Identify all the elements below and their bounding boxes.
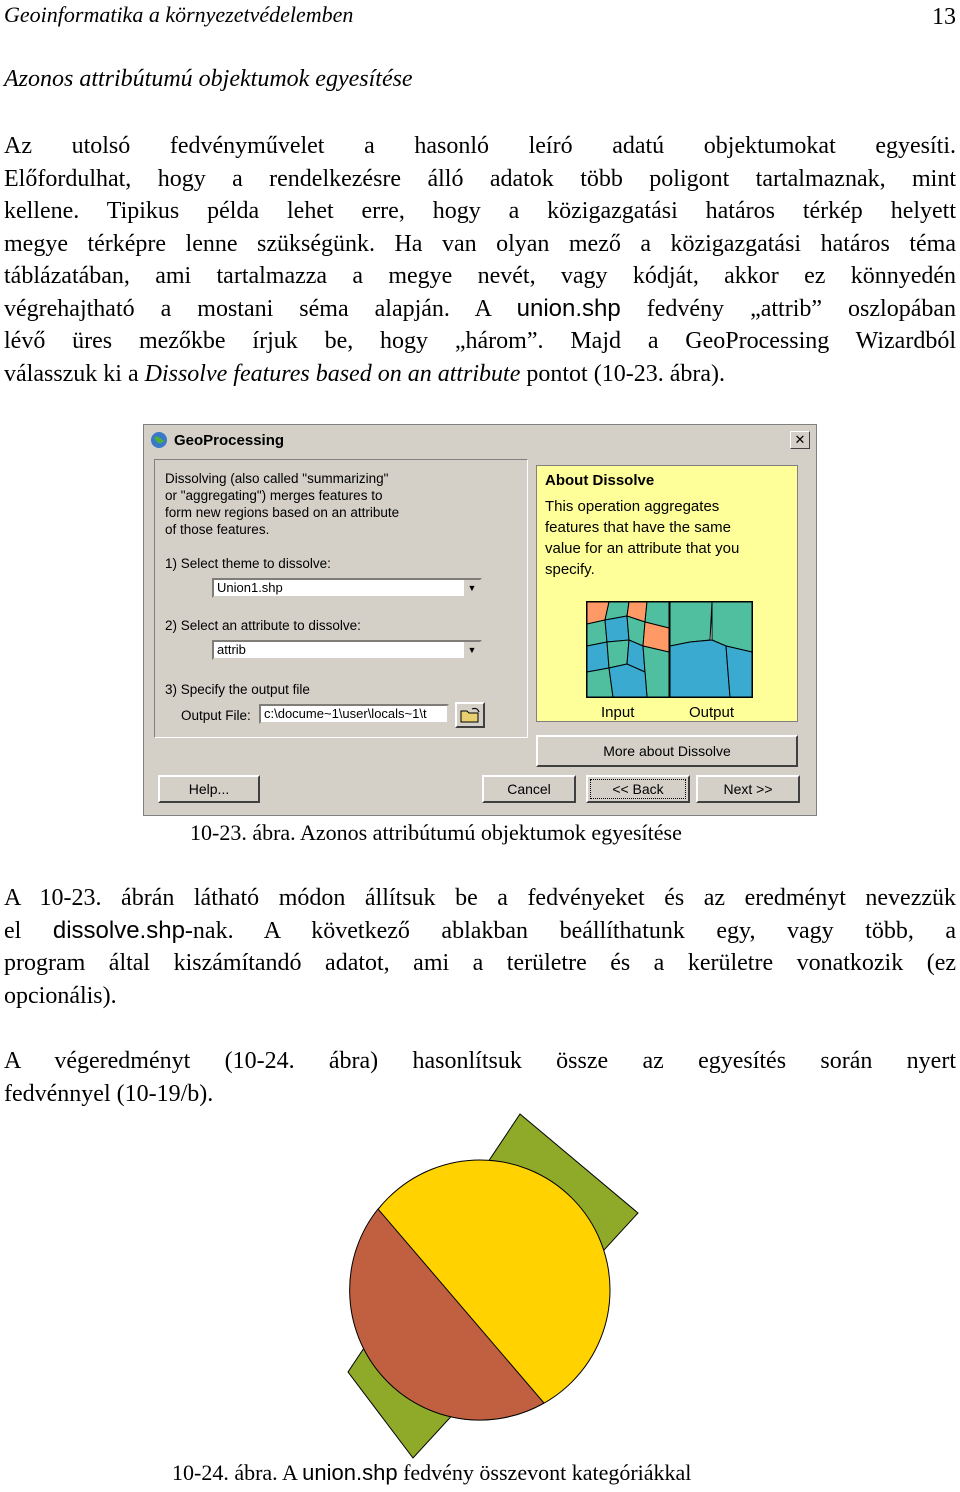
dialog-titlebar	[146, 427, 814, 453]
intro-line: of those features.	[165, 522, 270, 537]
text-run: el	[4, 917, 53, 944]
browse-folder-button[interactable]	[455, 702, 485, 728]
caption-text-run: fedvény összevont kategóriákkal	[397, 1460, 692, 1485]
text-line: megye térképre lenne szükségünk. Ha van olyan mező a közigazgatási határos téma	[4, 230, 956, 257]
filename-dissolve: dissolve.shp	[52, 916, 185, 944]
section-title: Azonos attribútumú objektumok egyesítése	[4, 66, 413, 92]
folder-icon	[458, 705, 482, 725]
theme-select[interactable]	[212, 578, 482, 598]
help-button[interactable]: Help...	[158, 775, 260, 803]
text-run: pontot (10-23. ábra).	[520, 360, 725, 387]
caption-filename: union.shp	[302, 1460, 398, 1485]
text-line: opcionális).	[4, 982, 117, 1009]
text-run: -nak. A következő ablakban beállíthatunk egy, vagy több, a	[184, 917, 956, 944]
dropdown-arrow-icon[interactable]: ▼	[463, 642, 480, 658]
options-panel	[154, 459, 528, 738]
attribute-select-value: attrib	[217, 642, 246, 657]
filename-union: union.shp	[516, 294, 621, 322]
page-number: 13	[932, 4, 956, 30]
more-about-dissolve-button[interactable]: More about Dissolve	[536, 735, 798, 767]
input-map-graphic	[587, 602, 669, 697]
about-line: features that have the same	[545, 519, 731, 536]
text-line: program által kiszámítandó adatot, ami a területre és a kerületre vonatkozik (ez	[4, 950, 956, 976]
intro-line: form new regions based on an attribute	[165, 505, 400, 520]
text-line: táblázatában, ami tartalmazza a megye nevét, vagy kódját, akkor ez könnyedén	[4, 263, 956, 289]
paragraph-3	[4, 1045, 956, 1110]
close-button[interactable]: ✕	[790, 431, 810, 449]
about-line: This operation aggregates	[545, 498, 720, 515]
text-run: válasszuk ki a	[4, 360, 145, 387]
figure-caption-10-24	[172, 1460, 691, 1486]
text-line: A 10-23. ábrán látható módon állítsuk be a fedvényeket és az eredményt nevezzük	[4, 885, 956, 911]
dissolve-result-figure	[300, 1110, 660, 1460]
output-file-label: Output File:	[181, 708, 251, 723]
text-line: Az utolsó fedvényművelet a hasonló leíró adatú objektumokat egyesíti.	[4, 133, 956, 159]
output-map-label: Output	[689, 704, 735, 721]
menu-option-name: Dissolve features based on an attribute	[144, 360, 521, 387]
geoprocessing-dialog	[143, 424, 817, 816]
step3-label: 3) Specify the output file	[165, 682, 310, 697]
input-map-label: Input	[601, 704, 635, 721]
text-run: fedvény „attrib” oszlopában	[620, 295, 956, 322]
output-map-illustration	[669, 601, 753, 698]
text-line: fedvénnyel (10-19/b).	[4, 1080, 214, 1107]
back-button[interactable]: << Back	[586, 775, 690, 803]
text-line	[4, 358, 956, 391]
output-file-input[interactable]: c:\docume~1\user\locals~1\t	[259, 704, 449, 724]
paragraph-1	[4, 130, 956, 390]
output-map-graphic	[670, 602, 752, 697]
about-title: About Dissolve	[545, 472, 655, 489]
text-line: kellene. Tipikus példa lehet erre, hogy a közigazgatási határos térkép helyett	[4, 198, 956, 224]
running-header-title: Geoinformatika a környezetvédelemben	[4, 2, 354, 27]
attribute-select[interactable]	[212, 640, 482, 660]
dialog-title: GeoProcessing	[174, 431, 285, 449]
about-line: value for an attribute that you	[545, 540, 740, 557]
text-line	[4, 293, 956, 326]
paragraph-2	[4, 882, 956, 1012]
cancel-button[interactable]: Cancel	[482, 775, 576, 803]
next-button[interactable]: Next >>	[696, 775, 800, 803]
text-line: Előfordulhat, hogy a rendelkezésre álló adatok több poligont tartalmaznak, mint	[4, 165, 956, 192]
text-line: A végeredményt (10-24. ábra) hasonlítsuk össze az egyesítés során nyert	[4, 1048, 956, 1074]
about-text	[545, 496, 791, 580]
about-dissolve-panel	[536, 465, 798, 722]
dropdown-arrow-icon[interactable]: ▼	[463, 580, 480, 596]
figure-caption-10-23: 10-23. ábra. Azonos attribútumú objektumok egyesítése	[190, 820, 682, 845]
intro-line: Dissolving (also called "summarizing"	[165, 471, 389, 486]
about-line: specify.	[545, 561, 595, 578]
intro-text	[165, 470, 399, 538]
intro-line: or "aggregating") merges features to	[165, 488, 383, 503]
globe-icon	[150, 431, 168, 449]
text-run: végrehajtható a mostani séma alapján. A	[4, 295, 517, 322]
input-map-illustration	[586, 601, 670, 698]
theme-select-value: Union1.shp	[217, 580, 283, 595]
text-line	[4, 915, 956, 948]
caption-text-run: 10-24. ábra. A	[172, 1460, 303, 1485]
step1-label: 1) Select theme to dissolve:	[165, 556, 331, 571]
step2-label: 2) Select an attribute to dissolve:	[165, 618, 361, 633]
text-line: lévő üres mezőkbe írjuk be, hogy „három”. Majd a GeoProcessing Wizardból	[4, 328, 956, 354]
